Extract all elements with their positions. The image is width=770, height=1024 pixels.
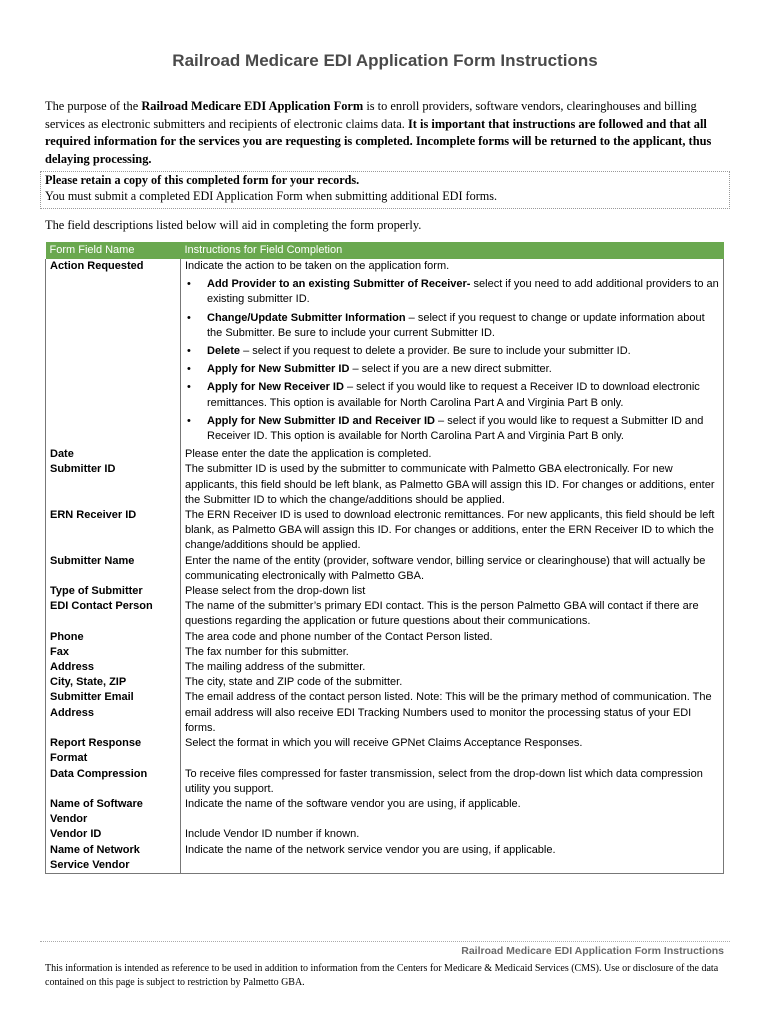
intro-important: It is important that instructions are followed and that all required information for the services you are requesting is completed. Incomplete forms will be returned to the applicant, thus delaying processing.	[45, 116, 712, 166]
field-instructions: The submitter ID is used by the submitter to communicate with Palmetto GBA electronically. For new applicants, this field should be left blank, as Palmetto GBA will assign this ID. For changes or additions, enter the Submitter ID to which the change/additions should be applied.	[181, 462, 724, 508]
field-name: EDI Contact Person	[46, 599, 181, 629]
action-option-text: – select if you request to change or update information about the Submitter. Be sure to include your current Submitter ID.	[207, 311, 705, 339]
intro-text-1: The purpose of the	[45, 99, 142, 113]
field-instructions: The mailing address of the submitter.	[181, 660, 724, 675]
field-instructions: The city, state and ZIP code of the submitter.	[181, 675, 724, 690]
field-instructions	[181, 259, 724, 447]
table-row	[46, 767, 724, 797]
action-intro: Indicate the action to be taken on the application form.	[185, 260, 450, 272]
field-instructions: The fax number for this submitter.	[181, 645, 724, 660]
table-row	[46, 843, 724, 874]
field-name: Fax	[46, 645, 181, 660]
field-name: Phone	[46, 630, 181, 645]
field-instructions: Please select from the drop-down list	[181, 584, 724, 599]
footer-title: Railroad Medicare EDI Application Form Instructions	[461, 945, 724, 957]
header-instructions: Instructions for Field Completion	[181, 242, 724, 259]
table-row	[46, 584, 724, 599]
action-option-text: – select if you would like to request a Receiver ID to download electronic remittances. This option is available for North Carolina Part A and Virginia Part B only.	[207, 381, 700, 409]
intro-form-name: Railroad Medicare EDI Application Form	[141, 99, 364, 113]
field-name: Address	[46, 660, 181, 675]
table-row	[46, 690, 724, 736]
field-name: City, State, ZIP	[46, 675, 181, 690]
action-option-label: Delete	[207, 345, 241, 358]
action-option	[207, 414, 719, 444]
field-instructions: To receive files compressed for faster transmission, select from the drop-down list which data compression utility you support.	[181, 767, 724, 797]
action-option-label: Apply for New Receiver ID	[207, 381, 344, 394]
field-instructions: The area code and phone number of the Contact Person listed.	[181, 630, 724, 645]
field-instructions: Select the format in which you will receive GPNet Claims Acceptance Responses.	[181, 736, 724, 766]
field-name: Name of Network Service Vendor	[46, 843, 181, 874]
table-row	[46, 462, 724, 508]
table-row	[46, 827, 724, 842]
field-instructions-table	[45, 242, 724, 874]
table-header-row	[46, 242, 724, 259]
field-name: Action Requested	[46, 259, 181, 447]
footer-divider	[40, 941, 730, 942]
table-row	[46, 630, 724, 645]
field-instructions: Indicate the name of the network service vendor you are using, if applicable.	[181, 843, 724, 874]
table-row	[46, 675, 724, 690]
footer-note: This information is intended as reference to be used in addition to information from the Centers for Medicare & Medicaid Services (CMS). Use or disclosure of the data contained on this page is subject to restriction by Palmetto GBA.	[45, 963, 719, 988]
notice-box	[40, 171, 730, 209]
field-name: Submitter Email Address	[46, 690, 181, 736]
field-name: Vendor ID	[46, 827, 181, 842]
field-instructions: Enter the name of the entity (provider, software vendor, billing service or clearinghouse) that will actually be communicating electronically with Palmetto GBA.	[181, 554, 724, 584]
table-row	[46, 259, 724, 447]
action-option	[207, 344, 719, 359]
field-instructions: Include Vendor ID number if known.	[181, 827, 724, 842]
table-row	[46, 599, 724, 629]
table-row	[46, 660, 724, 675]
field-name: Submitter Name	[46, 554, 181, 584]
action-option-label: Apply for New Submitter ID and Receiver ID	[207, 414, 435, 427]
field-instructions: Indicate the name of the software vendor you are using, if applicable.	[181, 797, 724, 827]
action-options-list	[185, 277, 719, 444]
action-option-label: Add Provider to an existing Submitter of Receiver-	[207, 278, 471, 291]
intro-text-2: is to enroll providers, software vendors, clearinghouses and billing services as electronic submitters and recipients of electronic claims data.	[45, 99, 697, 131]
field-name: ERN Receiver ID	[46, 508, 181, 554]
field-name: Type of Submitter	[46, 584, 181, 599]
intro-paragraph	[45, 98, 730, 168]
table-row	[46, 554, 724, 584]
field-instructions: The name of the submitter’s primary EDI contact. This is the person Palmetto GBA will contact if there are questions regarding the application or future questions about their communications.	[181, 599, 724, 629]
action-option-text: select if you need to add additional providers to an existing submitter ID.	[207, 278, 719, 306]
action-option-text: – select if you request to delete a provider. Be sure to include your submitter ID.	[240, 345, 631, 358]
action-option	[207, 311, 719, 341]
table-row	[46, 447, 724, 462]
action-option	[207, 362, 719, 377]
action-option	[207, 277, 719, 307]
page-title: Railroad Medicare EDI Application Form Instructions	[172, 51, 598, 70]
table-row	[46, 736, 724, 766]
action-option-label: Apply for New Submitter ID	[207, 363, 350, 376]
action-option-label: Change/Update Submitter Information	[207, 311, 406, 324]
field-name: Name of Software Vendor	[46, 797, 181, 827]
field-instructions: The ERN Receiver ID is used to download electronic remittances. For new applicants, this field should be left blank, as Palmetto GBA will assign this ID. For changes or additions, enter the ERN Receiver ID to which the change/additions should be applied.	[181, 508, 724, 554]
table-row	[46, 645, 724, 660]
field-name: Report Response Format	[46, 736, 181, 766]
action-option	[207, 380, 719, 410]
notice-retain: Please retain a copy of this completed form for your records.	[45, 173, 360, 187]
aid-text: The field descriptions listed below will aid in completing the form properly.	[45, 218, 422, 232]
field-name: Submitter ID	[46, 462, 181, 508]
field-name: Date	[46, 447, 181, 462]
field-instructions: The email address of the contact person listed. Note: This will be the primary method of communication. The email address will also receive EDI Tracking Numbers used to monitor the processing status of your EDI forms.	[181, 690, 724, 736]
table-row	[46, 508, 724, 554]
table-row	[46, 797, 724, 827]
field-name: Data Compression	[46, 767, 181, 797]
field-instructions: Please enter the date the application is completed.	[181, 447, 724, 462]
action-option-text: – select if you are a new direct submitter.	[349, 363, 552, 376]
action-option-text: – select if you would like to request a Submitter ID and Receiver ID. This option is available for North Carolina Part A and Virginia Part B only.	[207, 414, 704, 443]
header-field-name: Form Field Name	[46, 242, 181, 259]
notice-submit: You must submit a completed EDI Application Form when submitting additional EDI forms.	[45, 189, 498, 203]
